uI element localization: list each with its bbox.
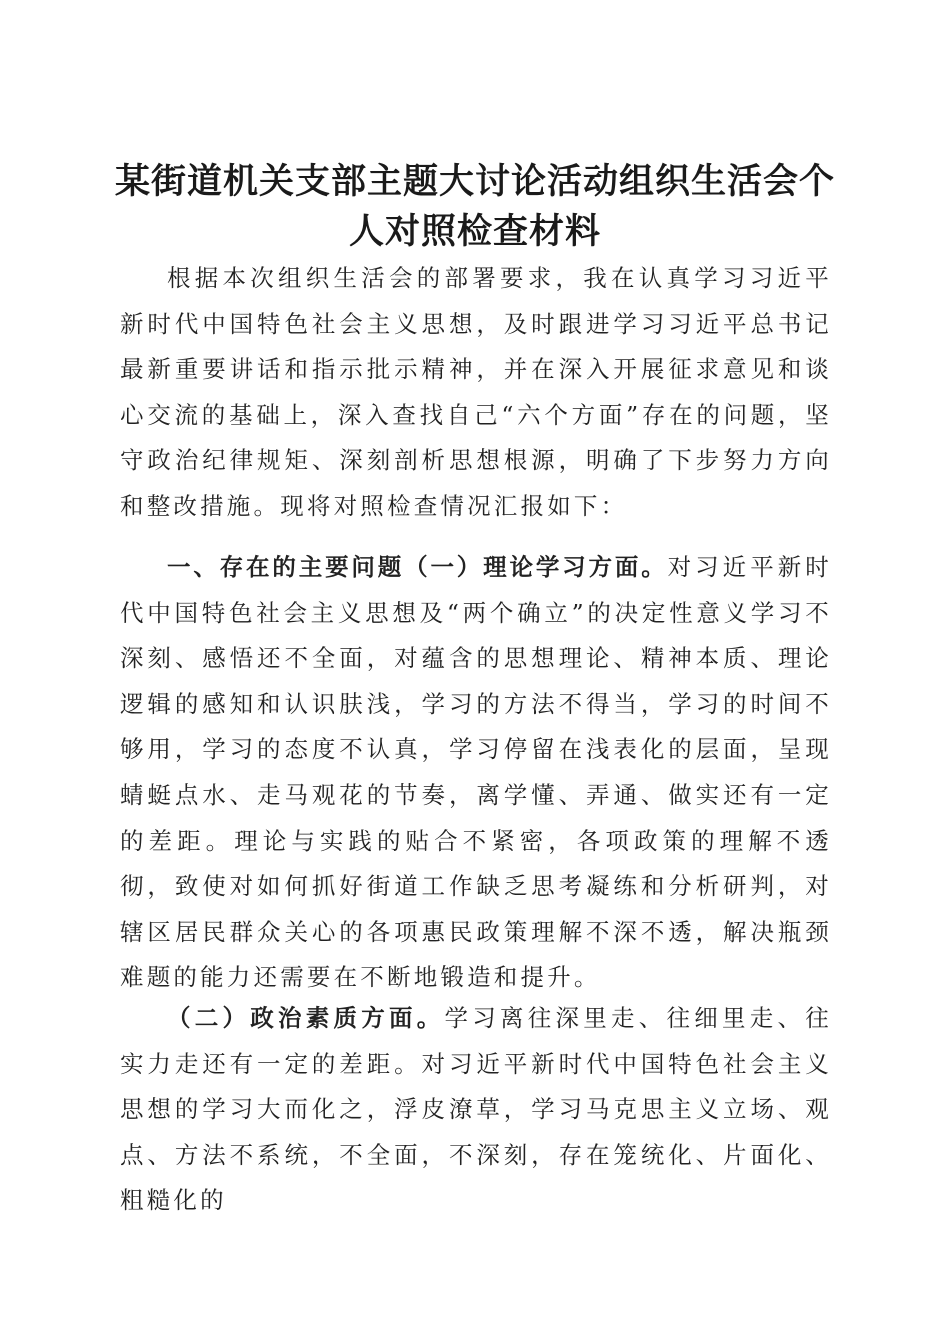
section-2-text: 学习离往深里走、往细里走、往实力走还有一定的差距。对习近平新时代中国特色社会主义思想的学习大而化之，浮皮潦草，学习马克思主义立场、观点、方法不系统，不全面，不深刻，存在笼统化、片面化、粗糙化的 (120, 1004, 833, 1215)
document-title: 某街道机关支部主题大讨论活动组织生活会个人对照检查材料 (114, 161, 835, 253)
intro-paragraph: 根据本次组织生活会的部署要求，我在认真学习习近平新时代中国特色社会主义思想，及时跟进学习习近平总书记最新重要讲话和指示批示精神，并在深入开展征求意见和谈心交流的基础上，深入查找自己“六个方面”存在的问题，坚守政治纪律规矩、深刻剖析思想根源，明确了下步努力方向和整改措施。现将对照检查情况汇报如下： (120, 264, 832, 520)
section-2-paragraph (120, 996, 832, 1224)
intro-paragraph-block (120, 256, 832, 530)
section-1-heading: 一、存在的主要问题（一）理论学习方面。 (167, 553, 668, 581)
section-1-text: 对习近平新时代中国特色社会主义思想及“两个确立”的决定性意义学习不深刻、感悟还不全面，对蕴含的思想理论、精神本质、理论逻辑的感知和认识肤浅，学习的方法不得当，学习的时间不够用，学习的态度不认真，学习停留在浅表化的层面，呈现蜻蜓点水、走马观花的节奏，离学懂、弄通、做实还有一定的差距。理论与实践的贴合不紧密，各项政策的理解不透彻，致使对如何抓好街道工作缺乏思考凝练和分析研判，对辖区居民群众关心的各项惠民政策理解不深不透，解决瓶颈难题的能力还需要在不断地锻造和提升。 (120, 553, 833, 992)
section-2-heading: （二）政治素质方面。 (167, 1004, 445, 1032)
section-1-paragraph (120, 545, 832, 1001)
section-1-block (120, 545, 832, 1001)
section-2-block (120, 996, 832, 1224)
